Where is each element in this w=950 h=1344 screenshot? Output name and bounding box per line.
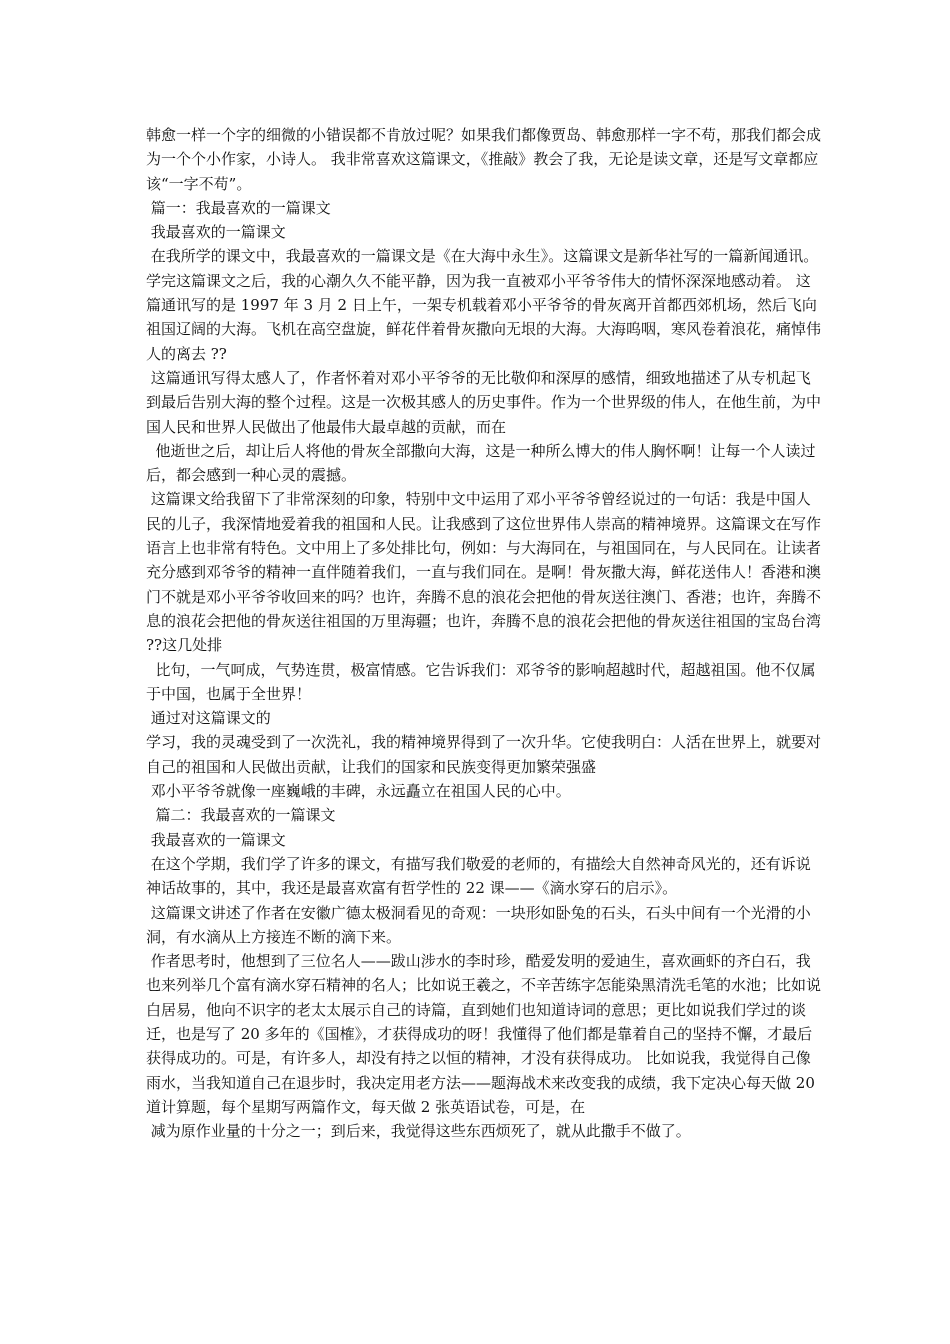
paragraph: 减为原作业量的十分之一；到后来，我觉得这些东西烦死了，就从此撒手不做了。 — [146, 1122, 691, 1141]
paragraph: 作者思考时，他想到了三位名人——跋山涉水的李时珍，酷爱发明的爱迪生，喜欢画虾的齐白石，我也来列举几个富有滴水穿石精神的名人；比如说王羲之，不辛苦练字怎能染黑清洗毛笔的水池；比如说白居易，他向不识字的老太太展示自己的诗篇，直到她们也知道诗词的意思；更比如说我们学过的谈迁，也是写了 20 多年的《国榷》，才获得成功的呀！我懂得了他们都是靠着自己的坚持不懈，才最后获得成功的。可是，有许多人，却没有持之以恒的精神，才没有获得成功。 比如说我，我觉得自己像雨水，当我知道自己在退步时，我决定用老方法——题海战术来改变我的成绩，我下定决心每天做 20 道计算题，每个星期写两篇作文，每天做 2 张英语试卷，可是，在 — [146, 952, 822, 1116]
document-body — [146, 123, 826, 1143]
paragraph: 这篇课文给我留下了非常深刻的印象，特别中文中运用了邓小平爷爷曾经说过的一句话：我是中国人民的儿子，我深情地爱着我的祖国和人民。让我感到了这位世界伟人崇高的精神境界。这篇课文在写作语言上也非常有特色。文中用上了多处排比句，例如：与大海同在，与祖国同在，与人民同在。让读者充分感到邓爷爷的精神一直伴随着我们，一直与我们同在。是啊！骨灰撒大海，鲜花送伟人！香港和澳门不就是邓小平爷爷收回来的吗？也许，奔腾不息的浪花会把他的骨灰送往澳门、香港；也许，奔腾不息的浪花会把他的骨灰送往祖国的万里海疆；也许，奔腾不息的浪花会把他的骨灰送往祖国的宝岛台湾 ??这几处排 — [146, 490, 826, 655]
paragraph: 比句，一气呵成，气势连贯，极富情感。它告诉我们：邓爷爷的影响超越时代，超越祖国。他不仅属于中国，也属于全世界！ — [146, 660, 816, 703]
paragraph: 他逝世之后，却让后人将他的骨灰全部撒向大海，这是一种所么博大的伟人胸怀啊！让每一个人读过后，都会感到一种心灵的震撼。 — [146, 441, 816, 485]
essay-title: 我最喜欢的一篇课文 — [146, 223, 286, 242]
paragraph: 邓小平爷爷就像一座巍峨的丰碑，永远矗立在祖国人民的心中。 — [146, 782, 571, 801]
essay-title: 我最喜欢的一篇课文 — [146, 830, 286, 849]
paragraph: 学习，我的灵魂受到了一次洗礼，我的精神境界得到了一次升华。它使我明白：人活在世界上，就要对自己的祖国和人民做出贡献，让我们的国家和民族变得更加繁荣强盛 — [146, 733, 822, 776]
paragraph: 韩愈一样一个字的细微的小错误都不肯放过呢？如果我们都像贾岛、韩愈那样一字不苟，那我们都会成为一个个小作家，小诗人。 我非常喜欢这篇课文，《推敲》教会了我，无论是读文章，还是写文章都应该“一字不苟”。 — [146, 126, 822, 193]
paragraph: 这篇通讯写得太感人了，作者怀着对邓小平爷爷的无比敬仰和深厚的感情，细致地描述了从专机起飞到最后告别大海的整个过程。这是一次极其感人的历史事件。作为一个世界级的伟人，在他生前，为中国人民和世界人民做出了他最伟大最卓越的贡献，而在 — [146, 368, 822, 436]
paragraph: 这篇课文讲述了作者在安徽广德太极洞看见的奇观：一块形如卧兔的石头，石头中间有一个光滑的小洞，有水滴从上方接连不断的滴下来。 — [146, 903, 811, 946]
section-heading: 篇二：我最喜欢的一篇课文 — [146, 806, 336, 825]
section-heading: 篇一：我最喜欢的一篇课文 — [146, 198, 331, 217]
paragraph: 在我所学的课文中，我最喜欢的一篇课文是《在大海中永生》。这篇课文是新华社写的一篇新闻通讯。学完这篇课文之后，我的心潮久久不能平静，因为我一直被邓小平爷爷伟大的情怀深深地感动着。 这篇通讯写的是 1997 年 3 月 2 日上午，一架专机载着邓小平爷爷的骨灰离开首都西郊机场，然后飞向祖国辽阔的大海。飞机在高空盘旋，鲜花伴着骨灰撒向无垠的大海。大海呜咽，寒风卷着浪花，痛悼伟人的离去 ?? — [146, 247, 822, 363]
paragraph: 通过对这篇课文的 — [146, 709, 271, 728]
paragraph: 在这个学期，我们学了许多的课文，有描写我们敬爱的老师的，有描绘大自然神奇风光的，还有诉说神话故事的，其中，我还是最喜欢富有哲学性的 22 课——《滴水穿石的启示》。 — [146, 854, 811, 898]
